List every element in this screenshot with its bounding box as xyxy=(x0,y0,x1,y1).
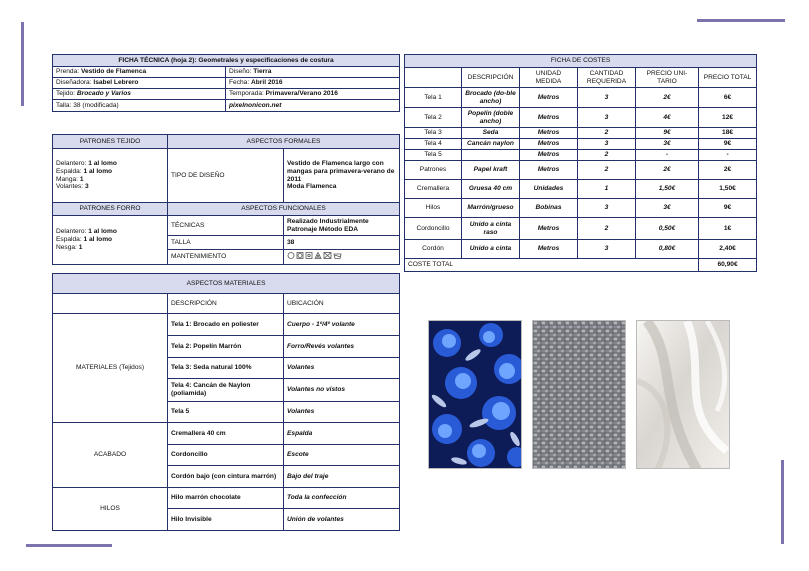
table-row xyxy=(53,488,400,509)
material-description: Tela 1: Brocado en poliester xyxy=(168,314,284,336)
table-row xyxy=(53,423,400,445)
table-row: Hilos Marrón/grueso Bobinas 3 3€ 9€ xyxy=(405,199,757,218)
material-location: Toda la confección xyxy=(284,488,400,509)
website-cell: pixelnonicon.net xyxy=(226,100,400,112)
material-location: Escote xyxy=(284,445,400,466)
size-label: TALLA xyxy=(168,236,284,250)
garment-cell: Prenda: Vestido de Flamenca xyxy=(53,67,226,78)
cost-col-header: CANTIDAD REQUERIDA xyxy=(578,68,636,88)
technical-sheet-title: FICHA TÉCNICA (hoja 2): Geometrales y especificaciones de costura xyxy=(53,55,400,67)
cost-col-header: UNIDAD MEDIDA xyxy=(520,68,578,88)
decor-line-bottom-left xyxy=(26,544,112,547)
table-row xyxy=(53,314,400,336)
design-type-value: Vestido de Flamenca largo con mangas para primavera-verano de 2011 Moda Flamenca xyxy=(284,149,400,203)
material-location: Forro/Revés volantes xyxy=(284,336,400,358)
table-row: Tela 4 Cancán naylon Metros 3 3€ 9€ xyxy=(405,139,757,150)
floral-pattern-icon xyxy=(429,321,522,469)
table-row: Cordoncillo Unido a cinta raso Metros 2 0,50€ 1€ xyxy=(405,218,757,240)
materials-header: ASPECTOS MATERIALES xyxy=(53,274,400,294)
cost-col-header: PRECIO TOTAL xyxy=(699,68,757,88)
material-description: Hilo marrón chocolate xyxy=(168,488,284,509)
cost-header-empty xyxy=(405,68,462,88)
material-location: Volantes no vistos xyxy=(284,379,400,402)
care-symbols-icon xyxy=(287,251,359,260)
material-description: Tela 5 xyxy=(168,402,284,423)
fabric-patterns-list xyxy=(53,149,168,203)
lining-patterns-list xyxy=(53,216,168,265)
technical-sheet-table xyxy=(52,54,400,112)
total-cost-value: 60,90€ xyxy=(699,259,757,272)
lining-patterns-header: PATRONES FORRO xyxy=(53,203,168,216)
pattern-line: Espalda: 1 al lomo xyxy=(56,236,113,243)
material-description: Hilo Invisible xyxy=(168,509,284,531)
material-description: Tela 3: Seda natural 100% xyxy=(168,358,284,379)
materials-col-location: UBICACIÓN xyxy=(284,294,400,314)
formal-aspects-header: ASPECTOS FORMALES xyxy=(168,135,400,149)
fabric-cell: Tejido: Brocado y Varios xyxy=(53,89,226,100)
decor-line-bottom-right xyxy=(781,460,784,544)
material-location: Volantes xyxy=(284,402,400,423)
design-cell: Diseño: Tierra xyxy=(226,67,400,78)
cost-col-header: PRECIO UNI-TARIO xyxy=(636,68,699,88)
materials-table xyxy=(52,273,400,531)
satin-drape-icon xyxy=(637,321,730,469)
cost-sheet-table xyxy=(404,54,757,272)
material-description: Cremallera 40 cm xyxy=(168,423,284,445)
table-row: Cremallera Gruesa 40 cm Unidades 1 1,50€ 1,50€ xyxy=(405,180,757,199)
material-location: Cuerpo - 1º/4º volante xyxy=(284,314,400,336)
pattern-line: Nesga: 1 xyxy=(56,243,83,251)
materials-group-name: HILOS xyxy=(53,488,168,531)
table-row: Tela 1 Brocado (do-ble ancho) Metros 3 2€ 6€ xyxy=(405,88,757,108)
material-location: Volantes xyxy=(284,358,400,379)
table-row: Patrones Papel kraft Metros 2 2€ 2€ xyxy=(405,161,757,180)
size-value: 38 xyxy=(284,236,400,250)
pattern-line: Delantero: 1 al lomo xyxy=(56,228,117,236)
materials-col-description: DESCRIPCIÓN xyxy=(168,294,284,314)
cost-col-header: DESCRIPCIÓN xyxy=(462,68,520,88)
table-row: Tela 2 Popelín (doble ancho) Metros 3 4€ 12€ xyxy=(405,108,757,128)
blue-floral-brocade-swatch xyxy=(428,320,522,469)
material-location: Unión de volantes xyxy=(284,509,400,531)
designer-cell: Diseñadora: Isabel Lebrero xyxy=(53,78,226,89)
decor-line-top-right xyxy=(697,19,785,22)
pattern-line: Manga: 1 xyxy=(56,175,84,183)
woven-pattern-icon xyxy=(533,321,626,469)
date-cell: Fecha: Abril 2016 xyxy=(226,78,400,89)
patterns-table xyxy=(52,134,400,265)
techniques-label: TÉCNICAS xyxy=(168,216,284,236)
materials-group-name: ACABADO xyxy=(53,423,168,488)
table-row: Tela 3 Seda Metros 2 9€ 18€ xyxy=(405,128,757,139)
pattern-line: Espalda: 1 al lomo xyxy=(56,167,113,175)
materials-group-name: MATERIALES (Tejidos) xyxy=(53,314,168,423)
material-description: Tela 4: Cancán de Naylon (poliamida) xyxy=(168,379,284,402)
material-location: Bajo del traje xyxy=(284,466,400,488)
design-type-label: TIPO DE DISEÑO xyxy=(168,149,284,203)
material-description: Cordón bajo (con cintura marrón) xyxy=(168,466,284,488)
cost-sheet-title: FICHA DE COSTES xyxy=(405,55,757,68)
table-row: Tela 5 Metros 2 - - xyxy=(405,150,757,161)
techniques-value: Realizado Industrialmente Patronaje Método EDA xyxy=(284,216,400,236)
material-location: Espalda xyxy=(284,423,400,445)
size-cell: Talla: 38 (modificada) xyxy=(53,100,226,112)
material-description: Tela 2: Popelín Marrón xyxy=(168,336,284,358)
table-row: Cordón Unido a cinta Metros 3 0,80€ 2,40€ xyxy=(405,240,757,259)
material-description: Cordoncillo xyxy=(168,445,284,466)
decor-line-top-left xyxy=(21,22,24,106)
pattern-line: Volantes: 3 xyxy=(56,183,89,191)
ivory-satin-swatch xyxy=(636,320,730,469)
care-label: MANTENIMIENTO xyxy=(168,250,284,265)
pattern-line: Delantero: 1 al lomo xyxy=(56,160,117,168)
total-cost-label: COSTE TOTAL xyxy=(405,259,699,272)
care-symbols xyxy=(284,250,400,265)
season-cell: Temporada: Primavera/Verano 2016 xyxy=(226,89,400,100)
functional-aspects-header: ASPECTOS FUNCIONALES xyxy=(168,203,400,216)
materials-empty-cell xyxy=(53,294,168,314)
fabric-patterns-header: PATRONES TEJIDO xyxy=(53,135,168,149)
grey-woven-poplin-swatch xyxy=(532,320,626,469)
